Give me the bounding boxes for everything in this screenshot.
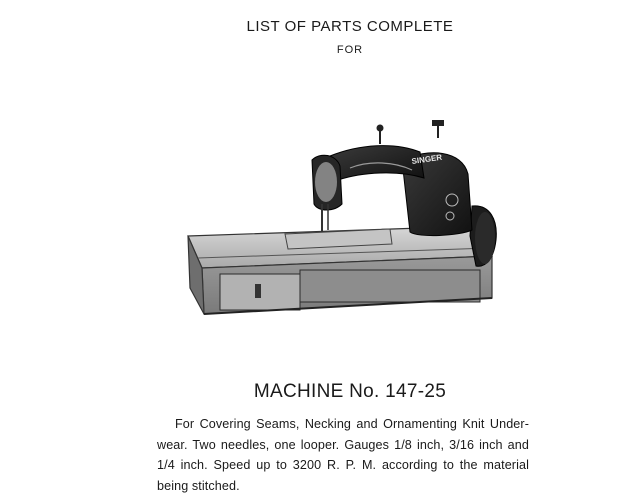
description-line: wear. Two needles, one looper. Gauges 1/8 inch, 3/16 inch and — [157, 437, 529, 452]
machine-description — [157, 414, 529, 496]
page-title: LIST OF PARTS COMPLETE — [246, 18, 454, 35]
machine-number-heading: MACHINE No. 147-25 — [253, 381, 447, 402]
machine-head — [312, 120, 472, 236]
description-line: being stitched. — [157, 478, 240, 493]
description-line: For Covering Seams, Necking and Ornamenting Knit Under- — [175, 417, 529, 431]
description-line: 1/4 inch. Speed up to 3200 R. P. M. according to the material — [157, 458, 529, 472]
sewing-machine-illustration — [180, 108, 525, 328]
page-subtitle: FOR — [336, 44, 364, 56]
machine-table — [188, 226, 492, 314]
singer-brand-label: SINGER — [411, 152, 443, 166]
